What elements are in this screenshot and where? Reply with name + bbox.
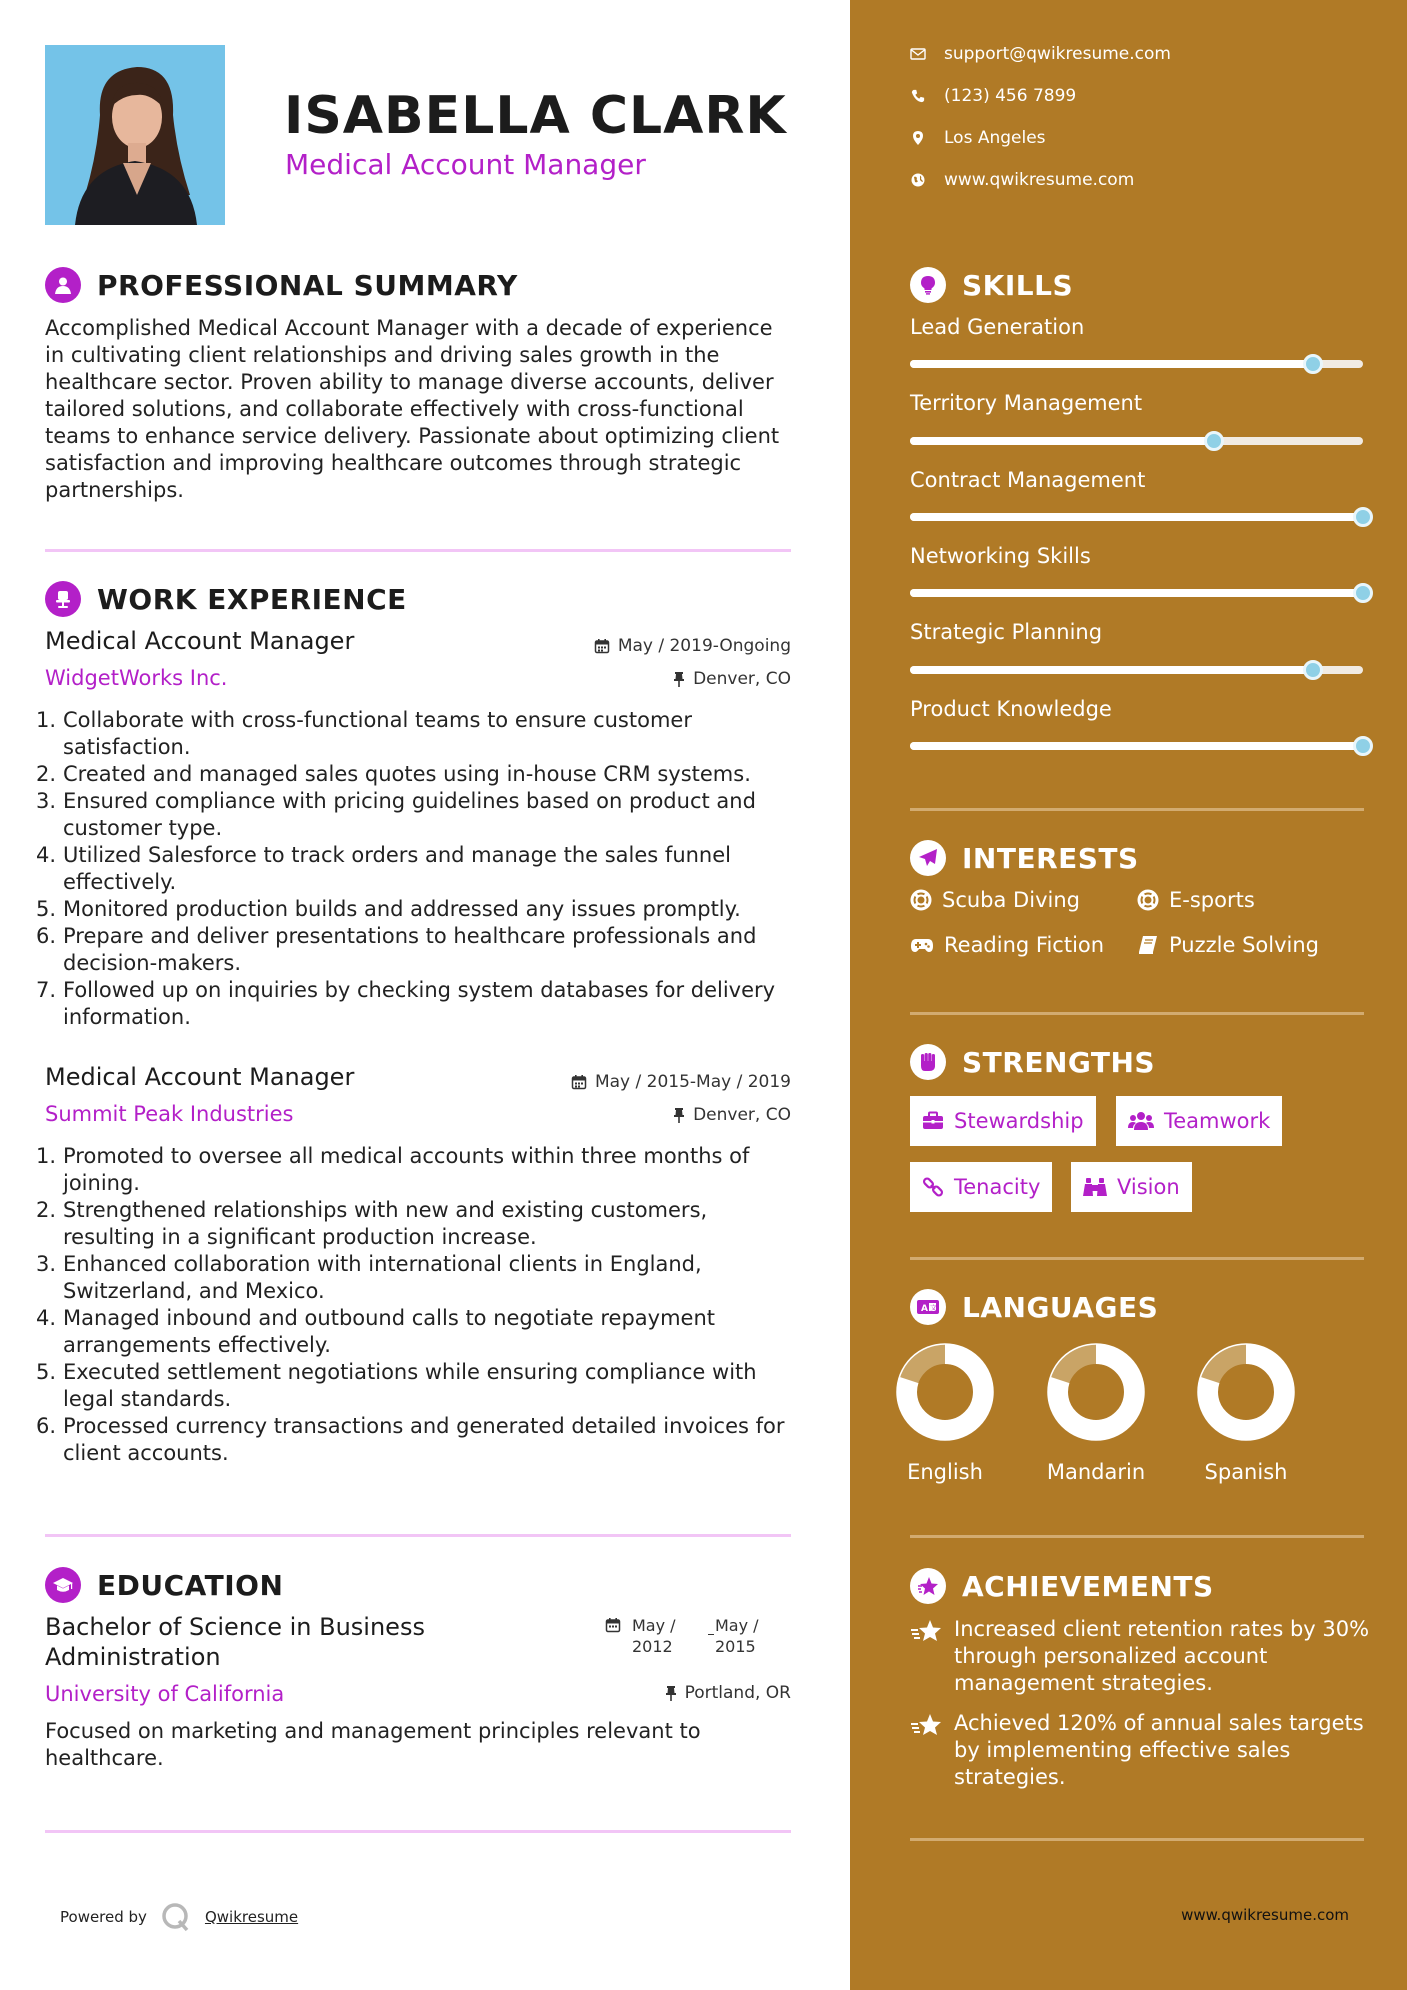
strength-tag xyxy=(1071,1162,1192,1212)
experience-title: WORK EXPERIENCE xyxy=(97,582,407,616)
list-number: 1. xyxy=(36,708,57,732)
list-number: 3. xyxy=(36,789,57,813)
list-number: 3. xyxy=(36,1252,57,1276)
users-icon xyxy=(1128,1111,1154,1131)
section-divider xyxy=(45,549,791,552)
list-item xyxy=(36,707,796,761)
skill-bar xyxy=(910,589,1363,597)
skill-bar-fill xyxy=(910,437,1214,445)
list-item xyxy=(36,923,796,977)
job-dates xyxy=(594,636,791,656)
strength-label: Tenacity xyxy=(954,1175,1041,1199)
list-item xyxy=(36,788,796,842)
education-title: EDUCATION xyxy=(97,1568,284,1602)
interest-label: E-sports xyxy=(1169,888,1255,912)
list-text: Managed inbound and outbound calls to negotiate repayment arrangements effectively. xyxy=(63,1306,716,1357)
interests-heading xyxy=(910,840,1139,876)
interest-label: Scuba Diving xyxy=(942,888,1080,912)
date-text: May / xyxy=(632,1616,676,1635)
achievement-text: Increased client retention rates by 30% through personalized account management strategies. xyxy=(954,1617,1370,1695)
interests-title: INTERESTS xyxy=(962,841,1139,875)
profile-photo xyxy=(45,45,225,225)
skill-bar-knob xyxy=(1353,507,1373,527)
skill-bar-knob xyxy=(1303,660,1323,680)
skill-bar xyxy=(910,360,1363,368)
contact-location xyxy=(910,128,1046,148)
job-dates-text: May / 2019-Ongoing xyxy=(617,636,791,656)
language-item xyxy=(1031,1342,1161,1484)
list-text: Ensured compliance with pricing guidelines based on product and customer type. xyxy=(63,789,756,840)
list-text: Created and managed sales quotes using in-house CRM systems. xyxy=(63,762,751,786)
mail-icon xyxy=(910,47,926,61)
pin-icon xyxy=(673,671,685,687)
education-end-date xyxy=(715,1615,759,1657)
globe-icon xyxy=(910,172,926,188)
list-item xyxy=(36,1413,796,1467)
book-icon xyxy=(1137,935,1159,955)
strength-label: Stewardship xyxy=(954,1109,1084,1133)
job-dates xyxy=(571,1072,791,1092)
interest-item xyxy=(1137,888,1255,912)
language-label: Spanish xyxy=(1204,1460,1288,1484)
job-location xyxy=(673,1105,791,1125)
candidate-name: ISABELLA CLARK xyxy=(284,86,787,146)
strength-label: Vision xyxy=(1117,1175,1180,1199)
contact-website[interactable] xyxy=(910,170,1134,190)
powered-by xyxy=(60,1902,298,1932)
experience-heading xyxy=(45,581,407,617)
skill-bar xyxy=(910,742,1363,750)
sidebar xyxy=(850,0,1407,1990)
date-separator xyxy=(708,1634,714,1635)
job-location xyxy=(673,669,791,689)
list-item xyxy=(36,761,796,788)
lightbulb-icon xyxy=(910,267,946,303)
chair-icon xyxy=(45,581,81,617)
skill-label: Product Knowledge xyxy=(910,697,1112,721)
list-text: Collaborate with cross-functional teams to ensure customer satisfaction. xyxy=(63,708,692,759)
list-number: 6. xyxy=(36,1414,57,1438)
sidebar-divider xyxy=(910,808,1364,811)
lifebuoy-icon xyxy=(910,889,932,911)
skill-bar-knob xyxy=(1353,583,1373,603)
degree-line: Administration xyxy=(45,1643,221,1671)
skill-label: Strategic Planning xyxy=(910,620,1103,644)
language-level-ring xyxy=(1196,1342,1296,1442)
list-number: 2. xyxy=(36,1198,57,1222)
date-text: May / xyxy=(715,1616,759,1635)
strengths-heading xyxy=(910,1044,1155,1080)
summary-heading xyxy=(45,267,518,303)
list-number: 5. xyxy=(36,1360,57,1384)
education-heading xyxy=(45,1567,283,1603)
job-dates-text: May / 2015-May / 2019 xyxy=(594,1072,791,1092)
list-item xyxy=(36,1143,796,1197)
svg-text:A: A xyxy=(921,1304,928,1314)
language-label: Mandarin xyxy=(1046,1460,1146,1484)
skill-bar xyxy=(910,513,1363,521)
briefcase-icon xyxy=(922,1111,944,1131)
job-title: Medical Account Manager xyxy=(45,627,355,655)
list-item xyxy=(36,1359,796,1413)
job-duties-list xyxy=(36,707,796,1031)
strengths-title: STRENGTHS xyxy=(962,1045,1156,1079)
qwikresume-logo-icon xyxy=(161,1902,191,1932)
list-number: 4. xyxy=(36,1306,57,1330)
skill-bar-knob xyxy=(1303,354,1323,374)
list-number: 1. xyxy=(36,1144,57,1168)
list-item xyxy=(36,1251,796,1305)
list-text: Followed up on inquiries by checking system databases for delivery information. xyxy=(63,978,776,1029)
skill-bar-fill xyxy=(910,742,1363,750)
achievement-text: Achieved 120% of annual sales targets by implementing effective sales strategies. xyxy=(954,1711,1364,1789)
skill-bar-fill xyxy=(910,513,1363,521)
list-text: Processed currency transactions and generated detailed invoices for client accounts. xyxy=(63,1414,785,1465)
pin-icon xyxy=(665,1685,677,1701)
achievements-heading xyxy=(910,1568,1214,1604)
achievement-item xyxy=(910,1616,1370,1697)
contact-website-text: www.qwikresume.com xyxy=(944,170,1135,190)
lifebuoy-icon xyxy=(1137,889,1159,911)
user-icon xyxy=(45,267,81,303)
school-name: University of California xyxy=(45,1682,285,1706)
graduation-cap-icon xyxy=(45,1567,81,1603)
skills-heading xyxy=(910,267,1073,303)
paper-plane-icon xyxy=(910,840,946,876)
education-description: Focused on marketing and management principles relevant to healthcare. xyxy=(45,1719,701,1770)
skill-bar-fill xyxy=(910,666,1313,674)
qwikresume-link[interactable]: Qwikresume xyxy=(204,1908,299,1926)
list-item xyxy=(36,1197,796,1251)
list-number: 2. xyxy=(36,762,57,786)
star-icon xyxy=(910,1618,944,1644)
language-label: English xyxy=(907,1460,983,1484)
date-text: 2012 xyxy=(632,1637,673,1656)
link-icon xyxy=(922,1176,944,1198)
strength-tag xyxy=(1116,1096,1282,1146)
sidebar-divider xyxy=(910,1535,1364,1538)
skill-label: Territory Management xyxy=(910,391,1143,415)
skills-title: SKILLS xyxy=(962,268,1074,302)
list-text: Strengthened relationships with new and existing customers, resulting in a significant production increase. xyxy=(63,1198,708,1249)
achievements-title: ACHIEVEMENTS xyxy=(962,1569,1214,1603)
list-text: Prepare and deliver presentations to healthcare professionals and decision-makers. xyxy=(63,924,757,975)
list-text: Promoted to oversee all medical accounts within three months of joining. xyxy=(63,1144,750,1195)
skill-bar-knob xyxy=(1353,736,1373,756)
sidebar-divider xyxy=(910,1012,1364,1015)
svg-text:文: 文 xyxy=(930,1304,937,1312)
job-location-text: Denver, CO xyxy=(693,669,791,689)
binoculars-icon xyxy=(1083,1177,1107,1197)
strength-tag xyxy=(910,1096,1096,1146)
sidebar-divider xyxy=(910,1838,1364,1841)
list-item xyxy=(36,896,796,923)
education-location-text: Portland, OR xyxy=(684,1683,791,1703)
job-title: Medical Account Manager xyxy=(45,1063,355,1091)
list-text: Monitored production builds and addressed any issues promptly. xyxy=(63,897,741,921)
candidate-title: Medical Account Manager xyxy=(285,148,646,181)
job-duties-list xyxy=(36,1143,796,1467)
degree-line: Bachelor of Science in Business xyxy=(45,1613,425,1641)
skill-label: Lead Generation xyxy=(910,315,1085,339)
powered-label: Powered by xyxy=(60,1908,147,1926)
fist-icon xyxy=(910,1044,946,1080)
star-icon xyxy=(910,1712,944,1738)
interest-label: Reading Fiction xyxy=(944,933,1105,957)
calendar-icon xyxy=(571,1074,587,1090)
date-text: 2015 xyxy=(715,1637,756,1656)
skill-bar xyxy=(910,666,1363,674)
location-pin-icon xyxy=(910,130,926,146)
job-location-text: Denver, CO xyxy=(693,1105,791,1125)
language-item xyxy=(1181,1342,1311,1484)
summary-title: PROFESSIONAL SUMMARY xyxy=(97,268,518,302)
skill-bar-fill xyxy=(910,589,1363,597)
contact-phone[interactable] xyxy=(910,86,1076,106)
languages-title: LANGUAGES xyxy=(962,1290,1159,1324)
interest-item xyxy=(910,933,1104,957)
list-text: Utilized Salesforce to track orders and manage the sales funnel effectively. xyxy=(63,843,732,894)
contact-email-text: support@qwikresume.com xyxy=(944,44,1171,64)
strength-label: Teamwork xyxy=(1164,1109,1271,1133)
skill-bar-knob xyxy=(1204,431,1224,451)
contact-phone-text: (123) 456 7899 xyxy=(944,86,1077,106)
contact-location-text: Los Angeles xyxy=(944,128,1046,148)
interest-label: Puzzle Solving xyxy=(1169,933,1319,957)
list-number: 4. xyxy=(36,843,57,867)
section-divider xyxy=(45,1534,791,1537)
skill-label: Contract Management xyxy=(910,468,1146,492)
list-text: Executed settlement negotiations while ensuring compliance with legal standards. xyxy=(63,1360,757,1411)
language-icon xyxy=(910,1289,946,1325)
strength-tag xyxy=(910,1162,1052,1212)
summary-text: Accomplished Medical Account Manager with a decade of experience in cultivating client relationships and driving sales growth in the healthcare sector. Proven ability to manage diverse accounts, deliver tailored solutions, and collaborate effectively with cross-functional teams to enhance service delivery. Passionate about optimizing client satisfaction and improving healthcare outcomes through strategic partnerships. xyxy=(45,316,780,502)
section-divider xyxy=(45,1830,791,1833)
skill-bar xyxy=(910,437,1363,445)
sidebar-divider xyxy=(910,1257,1364,1260)
footer-site-link[interactable]: www.qwikresume.com xyxy=(1181,1906,1349,1924)
achievement-item xyxy=(910,1710,1370,1791)
star-icon xyxy=(910,1568,946,1604)
education-start-date xyxy=(632,1615,676,1657)
interest-item xyxy=(1137,933,1319,957)
calendar-icon xyxy=(605,1617,625,1637)
language-level-ring xyxy=(1046,1342,1146,1442)
skill-bar-fill xyxy=(910,360,1313,368)
list-number: 5. xyxy=(36,897,57,921)
list-item xyxy=(36,1305,796,1359)
list-number: 6. xyxy=(36,924,57,948)
interest-item xyxy=(910,888,1080,912)
calendar-icon xyxy=(594,638,610,654)
language-level-ring xyxy=(895,1342,995,1442)
company-name: Summit Peak Industries xyxy=(45,1102,294,1126)
language-item xyxy=(880,1342,1010,1484)
education-location xyxy=(665,1683,791,1703)
list-number: 7. xyxy=(36,978,57,1002)
contact-email[interactable] xyxy=(910,44,1171,64)
gamepad-icon xyxy=(910,936,934,954)
list-text: Enhanced collaboration with international clients in England, Switzerland, and Mexico. xyxy=(63,1252,702,1303)
skill-label: Networking Skills xyxy=(910,544,1091,568)
languages-heading xyxy=(910,1289,1158,1325)
company-name: WidgetWorks Inc. xyxy=(45,666,228,690)
pin-icon xyxy=(673,1107,685,1123)
list-item xyxy=(36,977,796,1031)
phone-icon xyxy=(910,89,926,103)
list-item xyxy=(36,842,796,896)
